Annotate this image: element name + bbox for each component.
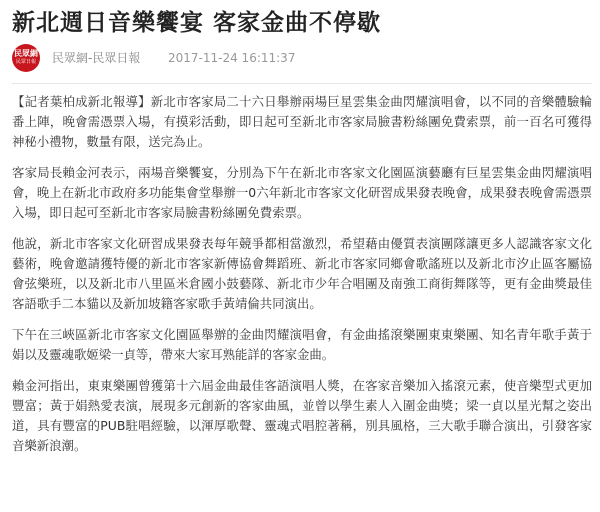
- logo-bottom-text: 民眾日報: [15, 59, 36, 65]
- article-title: 新北週日音樂饗宴 客家金曲不停歇: [12, 10, 382, 36]
- logo-top-text: 民眾網: [14, 49, 38, 58]
- publish-timestamp: 2017-11-24 16:11:37: [168, 51, 296, 65]
- publisher-logo[interactable]: [12, 44, 40, 72]
- article-paragraph: 賴金河指出，東東樂團曾獲第十六屆金曲最佳客語演唱人獎，在客家音樂加入搖滾元素，使音樂型式更加豐富；黃于娟熱愛表演，展現多元創新的客家曲風，並曾以學生素人入圍金曲獎；梁一貞以星光幫之姿出道，具有豐富的PUB駐唱經驗，以渾厚歌聲、靈魂式唱腔著稱，別具風格，三大歌手聯合演出，引發客家音樂新浪潮。: [12, 378, 592, 453]
- divider: [12, 83, 592, 84]
- article-paragraph: 客家局長賴金河表示，兩場音樂饗宴，分別為下午在新北市客家文化園區演藝廳有巨星雲集金曲閃耀演唱會，晚上在新北市政府多功能集會堂舉辦一0六年新北市客家文化研習成果發表晚會，成果發表晚會需憑票入場，即日起可至新北市客家局臉書粉絲團免費索票。: [12, 165, 592, 220]
- article-paragraph: 下午在三峽區新北市客家文化園區舉辦的金曲閃耀演唱會，有金曲搖滾樂團東東樂團、知名青年歌手黃于娟以及靈魂歌姬梁一貞等，帶來大家耳熟能詳的客家金曲。: [12, 327, 592, 362]
- byline: [12, 44, 592, 72]
- article-paragraph: 【記者葉柏成新北報導】新北市客家局二十六日舉辦兩場巨星雲集金曲閃耀演唱會，以不同的音樂體驗輪番上陣，晚會需憑票入場，有摸彩活動，即日起可至新北市客家局臉書粉絲團免費索票，前一百名可獲得神秘小禮物，數量有限，送完為止。: [12, 94, 592, 149]
- article-paragraph: 他說，新北市客家文化研習成果發表每年競爭都相當激烈，希望藉由優質表演團隊讓更多人認識客家文化藝術，晚會邀請獲特優的新北市客家新傳協會舞蹈班、新北市客家同鄉會歌謠班以及新北市汐止區客屬協會弦樂班，以及新北市八里區米倉國小鼓藝隊、新北市少年合唱團及南強工商街舞隊等，更有金曲獎最佳客語歌手二本貓以及新加坡籍客家歌手黃靖倫共同演出。: [12, 236, 592, 311]
- source-link[interactable]: 民眾網-民眾日報: [52, 51, 141, 65]
- article-body: [12, 92, 592, 467]
